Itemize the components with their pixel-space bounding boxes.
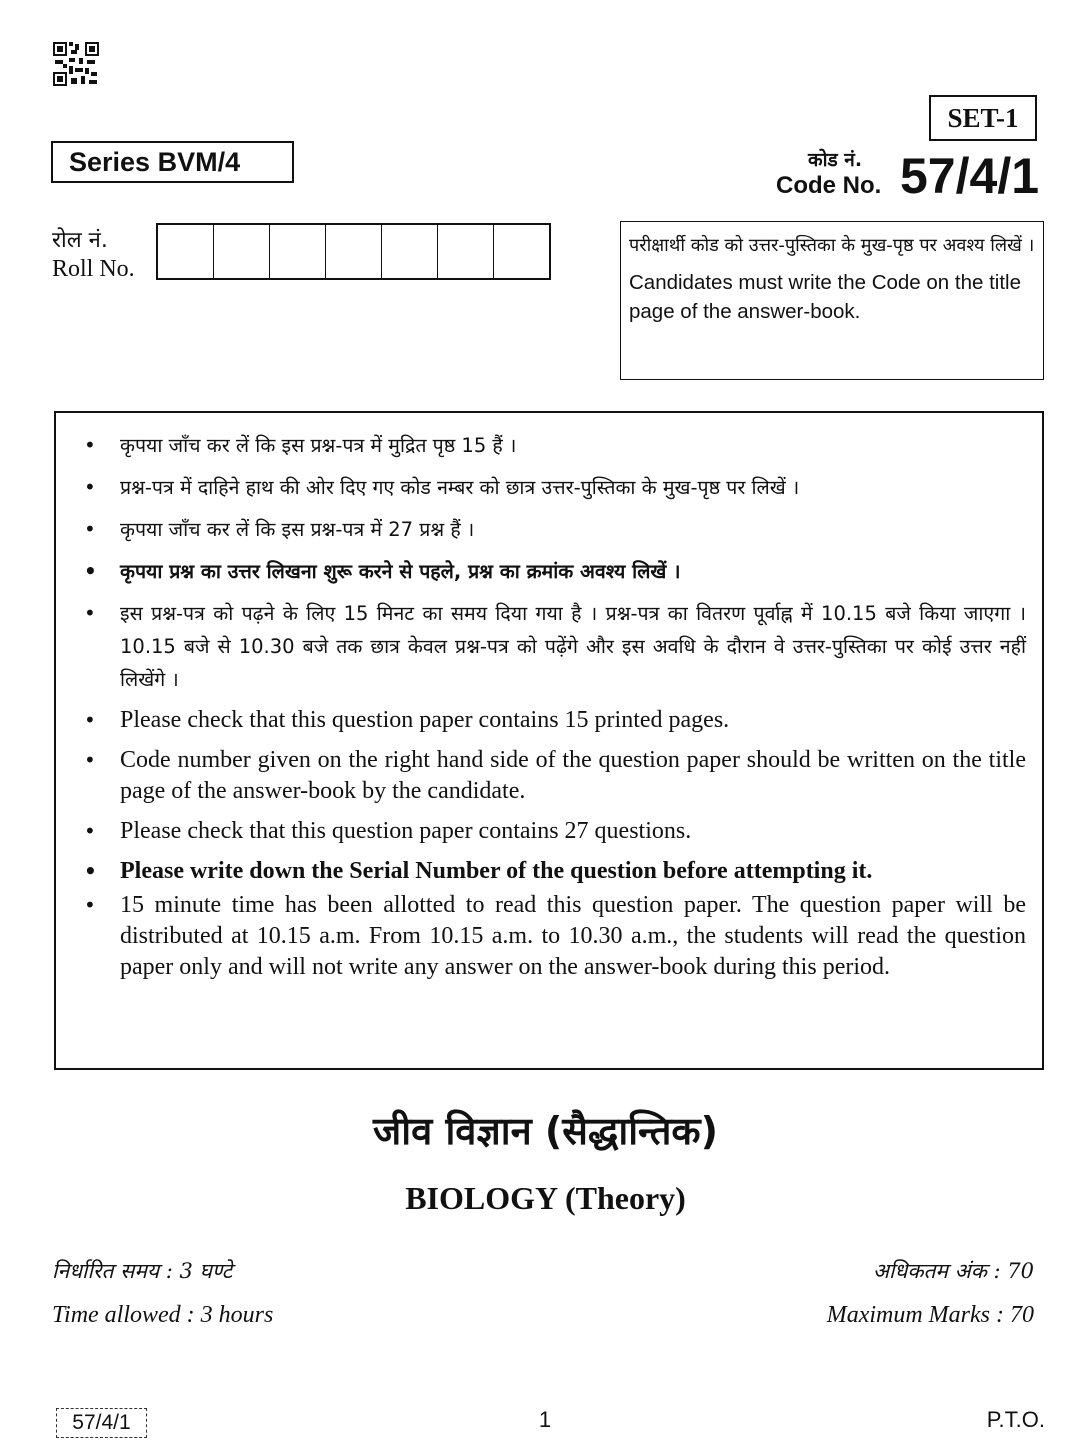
set-label: SET-1: [929, 95, 1037, 141]
code-label-hindi: कोड नं.: [808, 149, 863, 171]
subject-title-english: BIOLOGY (Theory): [405, 1180, 686, 1216]
roll-box[interactable]: [326, 225, 382, 278]
instructions-list: [82, 429, 1026, 983]
instruction-item: • Please write down the Serial Number of the question before attempting it.: [82, 856, 1026, 887]
notice-hindi: परीक्षार्थी कोड को उत्तर-पुस्तिका के मुख-पृष्ठ पर अवश्य लिखें ।: [629, 235, 1035, 256]
instruction-item: • इस प्रश्न-पत्र को पढ़ने के लिए 15 मिनट का समय दिया गया है । प्रश्न-पत्र का वितरण पूर्वाह्न में 10.15 बजे किया जाएगा । 10.15 बजे से 10.30 बजे तक छात्र केवल प्रश्न-पत्र को पढ़ेंगे और इस अवधि के दौरान वे उत्तर-पुस्तिका पर कोई उत्तर नहीं लिखेंगे ।: [82, 597, 1026, 696]
time-allowed-hindi: निर्धारित समय : 3 घण्टे: [52, 1259, 233, 1283]
roll-box[interactable]: [270, 225, 326, 278]
roll-box[interactable]: [214, 225, 270, 278]
code-label-english: Code No.: [776, 172, 882, 199]
instruction-item: • कृपया जाँच कर लें कि इस प्रश्न-पत्र में मुद्रित पृष्ठ 15 हैं ।: [82, 429, 1026, 462]
instruction-item: • प्रश्न-पत्र में दाहिने हाथ की ओर दिए गए कोड नम्बर को छात्र उत्तर-पुस्तिका के मुख-पृष्ठ पर लिखें ।: [82, 471, 1026, 504]
roll-box[interactable]: [438, 225, 494, 278]
max-marks-english: Maximum Marks : 70: [826, 1302, 1034, 1328]
instruction-item: • Please check that this question paper contains 15 printed pages.: [82, 705, 1026, 736]
roll-label-hindi: रोल नं.: [52, 228, 108, 253]
instruction-item: • Code number given on the right hand side of the question paper should be written on the title page of the answer-book by the candidate.: [82, 745, 1026, 807]
series-label: Series BVM/4: [51, 141, 294, 183]
candidate-notice: [620, 221, 1044, 380]
instructions-box: [54, 411, 1044, 1070]
roll-box[interactable]: [494, 225, 549, 278]
pto-label: P.T.O.: [986, 1407, 1045, 1432]
max-marks-hindi: अधिकतम अंक : 70: [872, 1259, 1034, 1283]
instruction-item: • 15 minute time has been allotted to read this question paper. The question paper will be distributed at 10.15 a.m. From 10.15 a.m. to 10.30 a.m., the students will read the question paper only and will not write any answer on the answer-book during this period.: [82, 890, 1026, 983]
qr-code-icon: [53, 42, 99, 86]
footer-code: 57/4/1: [56, 1408, 147, 1438]
code-number: 57/4/1: [900, 148, 1040, 204]
roll-box[interactable]: [382, 225, 438, 278]
instruction-item: • कृपया जाँच कर लें कि इस प्रश्न-पत्र में 27 प्रश्न हैं ।: [82, 513, 1026, 546]
time-allowed-english: Time allowed : 3 hours: [52, 1302, 274, 1328]
roll-label-english: Roll No.: [52, 256, 135, 282]
page-number: 1: [538, 1407, 552, 1432]
roll-number-boxes[interactable]: [156, 223, 551, 280]
instruction-item: • कृपया प्रश्न का उत्तर लिखना शुरू करने से पहले, प्रश्न का क्रमांक अवश्य लिखें ।: [82, 555, 1026, 588]
roll-box[interactable]: [158, 225, 214, 278]
subject-title-hindi: जीव विज्ञान (सैद्धान्तिक): [373, 1109, 718, 1153]
instruction-item: • Please check that this question paper contains 27 questions.: [82, 816, 1026, 847]
notice-english: Candidates must write the Code on the title page of the answer-book.: [629, 271, 1021, 323]
